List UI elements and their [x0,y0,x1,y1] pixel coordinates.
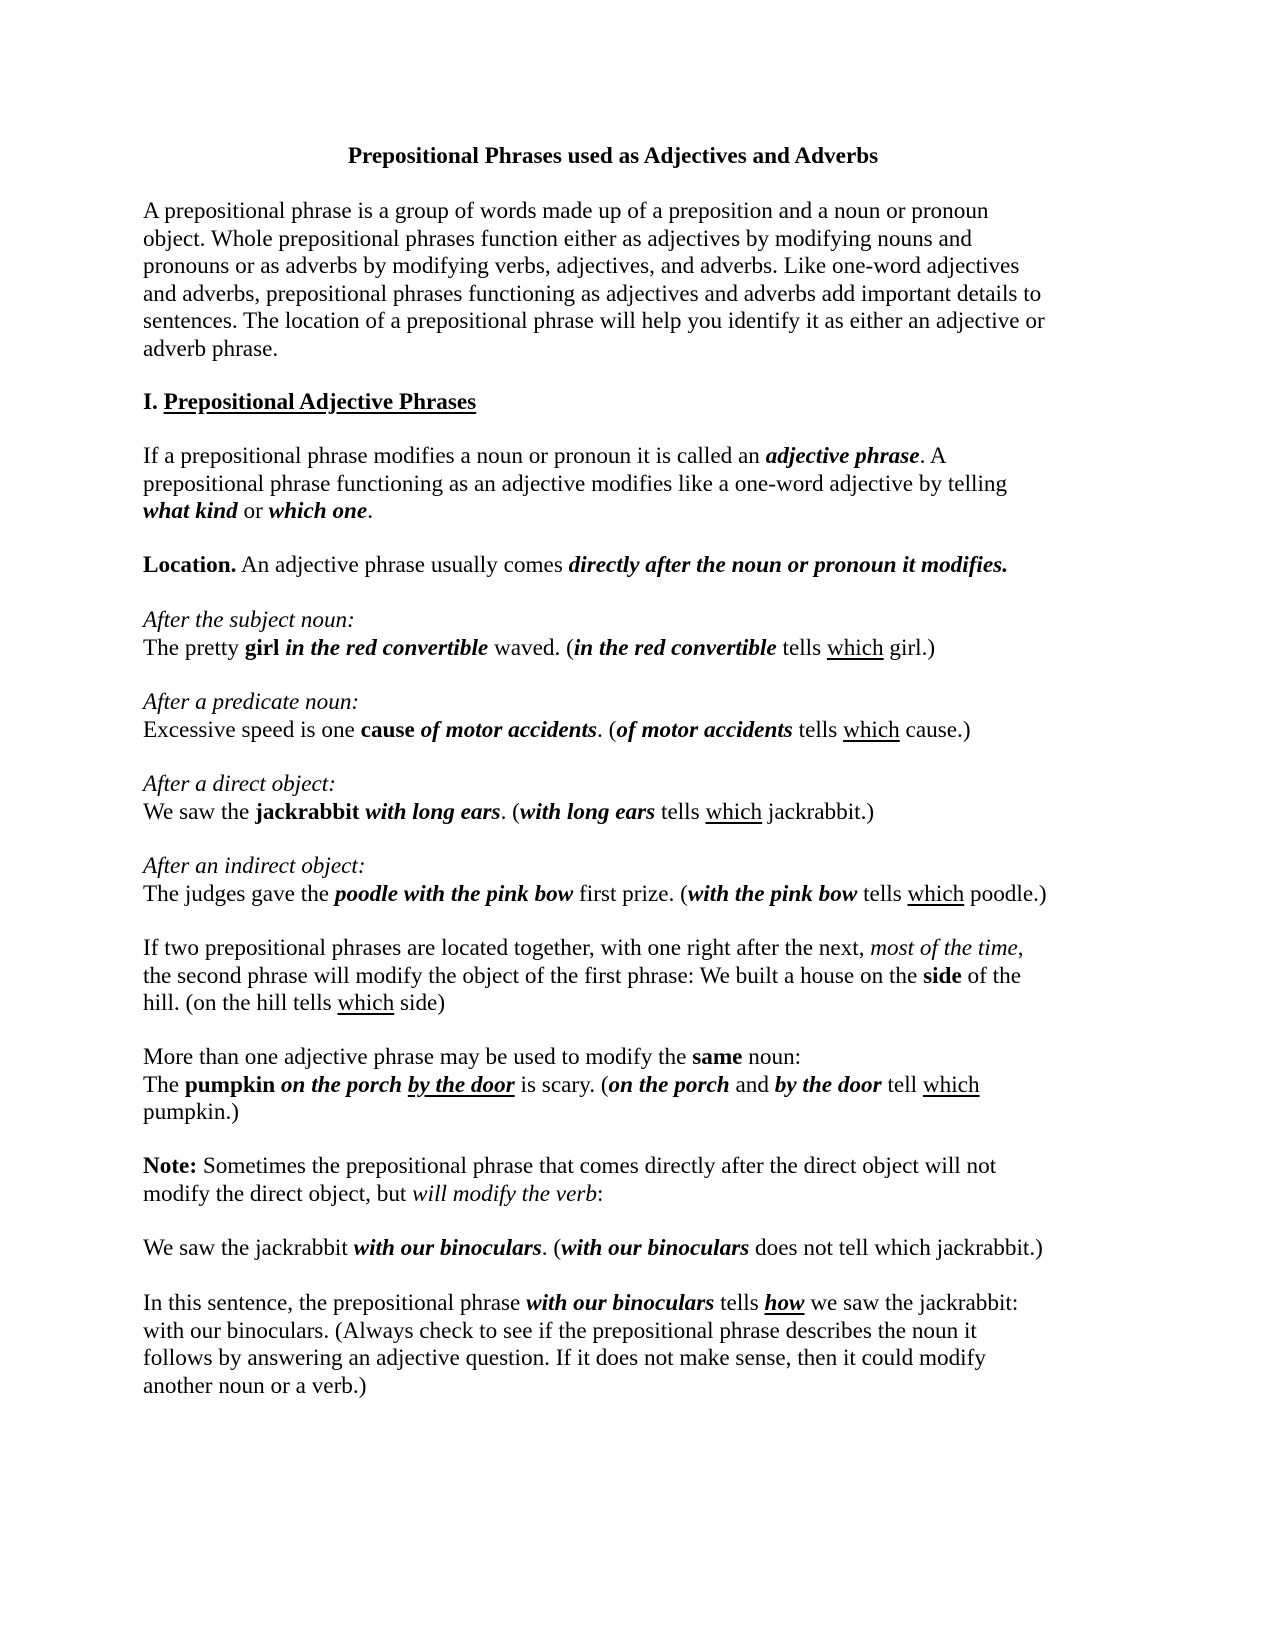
text-run: first prize. ( [573,880,688,907]
example-sentence [143,635,1083,663]
text-run: cause.) [899,716,971,743]
emphasis-term: on the porch [280,1071,403,1098]
text-run: jackrabbit.) [762,798,875,825]
emphasis-term: poodle with the pink bow [334,880,574,907]
emphasis-term: how [764,1290,805,1316]
location-emphasis: directly after the noun or pronoun it modifies. [568,552,1008,578]
text-run: tells [776,634,827,661]
emphasis-term: which [826,634,884,661]
intro-line: and adverbs, prepositional phrases functioning as adjectives and adverbs add important details to [143,280,1042,307]
text-run: We saw the jackrabbit [143,1235,354,1261]
example-label: After an indirect object: [143,853,366,879]
more-than-one-paragraph [143,1044,1083,1127]
emphasis-term: with our binoculars [561,1235,750,1261]
emphasis-term: which one [268,498,368,524]
example-block [143,853,1083,908]
emphasis-term: with our binoculars [526,1290,715,1316]
note-paragraph [143,1153,1083,1208]
text-run: Excessive speed is one [143,716,361,743]
intro-line: sentences. The location of a prepositional phrase will help you identify it as either an adjective or [143,308,1045,334]
text-run: tells [792,716,844,743]
example-block [143,607,1083,662]
definition-line: prepositional phrase functioning as an adjective modifies like a one-word adjective by telling [143,470,1008,497]
example-sentence [143,717,1083,745]
text-run: the second phrase will modify the object of the first phrase: We built a house on the [143,962,924,989]
explanation-paragraph [143,1290,1083,1400]
example-sentence [143,1235,1083,1263]
emphasis-term: of motor accidents [420,716,598,743]
emphasis-term: cause [360,716,415,743]
text-run: . A [919,443,947,469]
text-run: . ( [500,798,520,825]
text-run: tells [857,880,908,907]
example-sentence [143,881,1083,909]
section-heading-text: Prepositional Adjective Phrases [163,389,477,415]
text-run: noun: [742,1044,802,1070]
emphasis-term: most of the time [870,935,1018,961]
text-run: modify the direct object, but [143,1180,413,1207]
definition-line [143,498,1083,526]
document-title: Prepositional Phrases used as Adjectives and Adverbs [347,143,879,169]
emphasis-term: with our binoculars [353,1235,542,1261]
emphasis-term: by the door [774,1071,882,1098]
paragraph-line: another noun or a verb.) [143,1372,367,1399]
paragraph-line: follows by answering an adjective question. If it does not make sense, then it could modify [143,1345,986,1371]
emphasis-term: with long ears [519,798,656,825]
section-heading [143,389,1083,417]
example-label: After a predicate noun: [143,689,360,715]
text-run: In this sentence, the prepositional phrase [143,1290,527,1316]
emphasis-term: which [843,716,900,743]
emphasis-term: which [922,1071,980,1098]
example-sentence [143,1290,1083,1318]
text-run: If a prepositional phrase modifies a noun or pronoun it is called an [143,443,766,469]
emphasis-term: on the porch [608,1071,730,1098]
emphasis-term: by the door [407,1071,515,1098]
emphasis-term: which [907,880,965,907]
note-label: Note: [143,1153,198,1179]
intro-line: adverb phrase. [143,335,279,362]
text-run: The judges gave the [143,880,335,907]
emphasis-term: which [705,798,763,825]
text-run: The [143,1071,185,1098]
text-run: . ( [597,716,617,743]
emphasis-term: in the red convertible [573,634,777,661]
paragraph-line [143,1181,1083,1209]
emphasis-term: with long ears [365,798,501,825]
underlined-term: which [337,990,395,1016]
emphasis-term: what kind [143,498,238,524]
paragraph-line [143,990,1083,1018]
paragraph-line [143,1044,1083,1072]
text-run: . [367,498,374,524]
emphasis-term: jackrabbit [255,798,360,825]
text-run: The pretty [143,634,245,661]
text-run: Sometimes the prepositional phrase that comes directly after the direct object will not [197,1153,997,1179]
emphasis-term: side [923,962,962,989]
text-run: does not tell which jackrabbit.) [749,1235,1043,1261]
example-sentence [143,799,1083,827]
paragraph-line [143,935,1083,963]
paragraph-line: with our binoculars. (Always check to see if the prepositional phrase describes the noun it [143,1317,977,1344]
example-label: After the subject noun: [143,607,355,633]
text-run: is scary. ( [514,1071,609,1098]
location-paragraph [143,552,1083,580]
text-run: side) [394,990,446,1016]
emphasis-term: will modify the verb [412,1180,597,1207]
intro-line: object. Whole prepositional phrases function either as adjectives by modifying nouns and [143,225,972,252]
paragraph-line: pumpkin.) [143,1099,239,1125]
text-run: girl.) [883,634,936,661]
emphasis-term: same [692,1044,743,1070]
text-run: waved. ( [488,634,574,661]
emphasis-term: girl [244,634,280,661]
binoculars-example [143,1235,1083,1263]
text-run: tells [714,1290,765,1316]
emphasis-term: with the pink bow [687,880,858,907]
example-sentence [143,1072,1083,1100]
emphasis-term: adjective phrase [765,443,920,469]
text-run: More than one adjective phrase may be used to modify the [143,1044,693,1070]
text-run: and [729,1071,775,1098]
text-run: , [1017,935,1024,961]
example-block [143,771,1083,826]
location-label: Location. [143,552,237,578]
text-run: hill. (on the hill tells [143,990,338,1016]
intro-line: pronouns or as adverbs by modifying verbs, adjectives, and adverbs. Like one-word adjectives [143,253,1020,279]
text-run: : [597,1180,604,1207]
two-phrases-paragraph [143,935,1083,1018]
paragraph-line [143,963,1083,991]
text-run: tells [655,798,706,825]
example-label: After a direct object: [143,771,336,797]
paragraph-line [143,1153,1083,1181]
text-run: or [237,498,269,524]
location-text: An adjective phrase usually comes [236,552,569,578]
section-number: I. [143,389,158,415]
emphasis-term: pumpkin [184,1071,276,1098]
text-run: we saw the jackrabbit: [804,1290,1019,1316]
emphasis-term: in the red convertible [285,634,489,661]
text-run: . ( [541,1235,562,1261]
text-run: poodle.) [964,880,1047,907]
emphasis-term: of motor accidents [616,716,793,743]
example-block [143,689,1083,744]
definition-line [143,443,1083,471]
definition-paragraph [143,443,1083,526]
text-run: We saw the [143,798,256,825]
intro-paragraph [143,198,1083,363]
text-run: If two prepositional phrases are located together, with one right after the next, [143,935,871,961]
text-run: tell [881,1071,923,1098]
intro-line: A prepositional phrase is a group of words made up of a preposition and a noun or pronoun [143,198,989,224]
text-run: of the [961,962,1021,989]
